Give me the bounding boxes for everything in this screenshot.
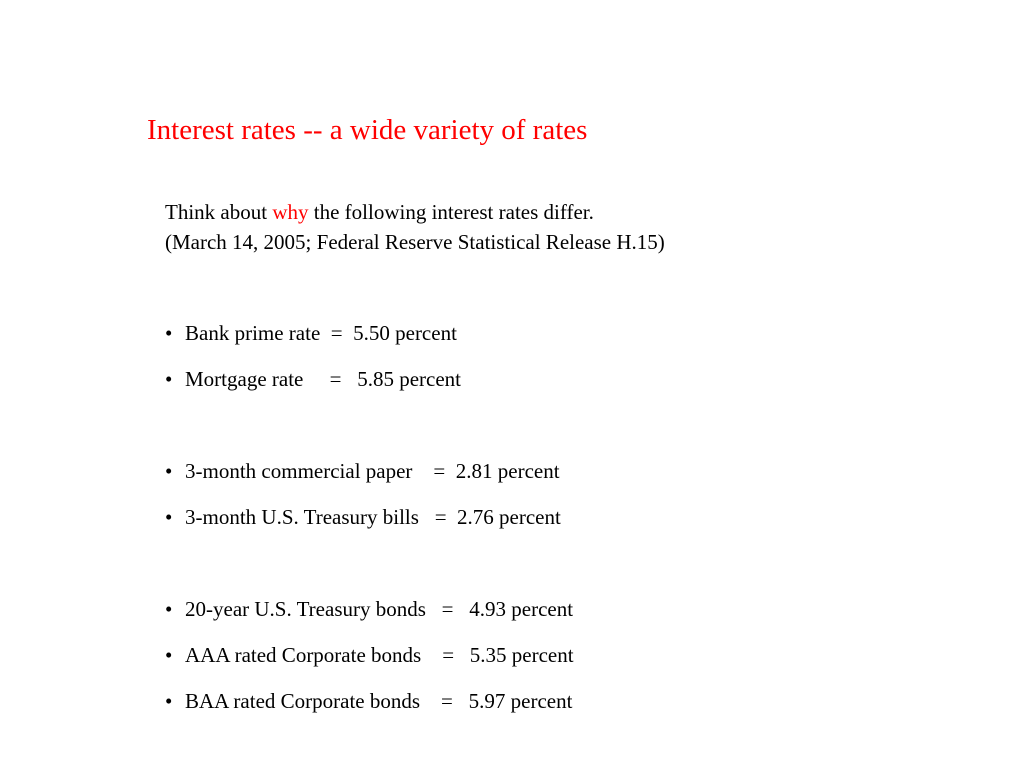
bullet-icon: • [165,321,173,345]
rate-text: 20-year U.S. Treasury bonds = 4.93 percent [185,597,574,621]
rate-item-baa-bonds [165,688,572,714]
intro-highlight-why: why [272,200,309,224]
bullet-icon: • [165,367,173,391]
intro-suffix: the following interest rates differ. [308,200,594,224]
bullet-icon: • [165,505,173,529]
rate-item-treasury-bonds [165,596,573,622]
rate-item-treasury-bills [165,504,561,530]
rate-text: 3-month U.S. Treasury bills = 2.76 percent [185,505,561,529]
rate-item-bank-prime [165,320,457,346]
bullet-icon: • [165,689,173,713]
bullet-icon: • [165,459,173,483]
bullet-icon: • [165,643,173,667]
rate-item-aaa-bonds [165,642,574,668]
intro-prefix: Think about [165,200,273,224]
intro-line-1 [165,197,665,227]
rate-text: 3-month commercial paper = 2.81 percent [185,459,560,483]
slide-title: Interest rates -- a wide variety of rates [147,114,588,146]
intro-text [165,197,665,257]
intro-line-2: (March 14, 2005; Federal Reserve Statistical Release H.15) [165,230,665,254]
rate-text: Bank prime rate = 5.50 percent [185,321,457,345]
rate-item-mortgage [165,366,461,392]
rate-text: AAA rated Corporate bonds = 5.35 percent [185,643,574,667]
bullet-icon: • [165,597,173,621]
rate-text: BAA rated Corporate bonds = 5.97 percent [185,689,573,713]
rate-item-commercial-paper [165,458,560,484]
rate-text: Mortgage rate = 5.85 percent [185,367,461,391]
